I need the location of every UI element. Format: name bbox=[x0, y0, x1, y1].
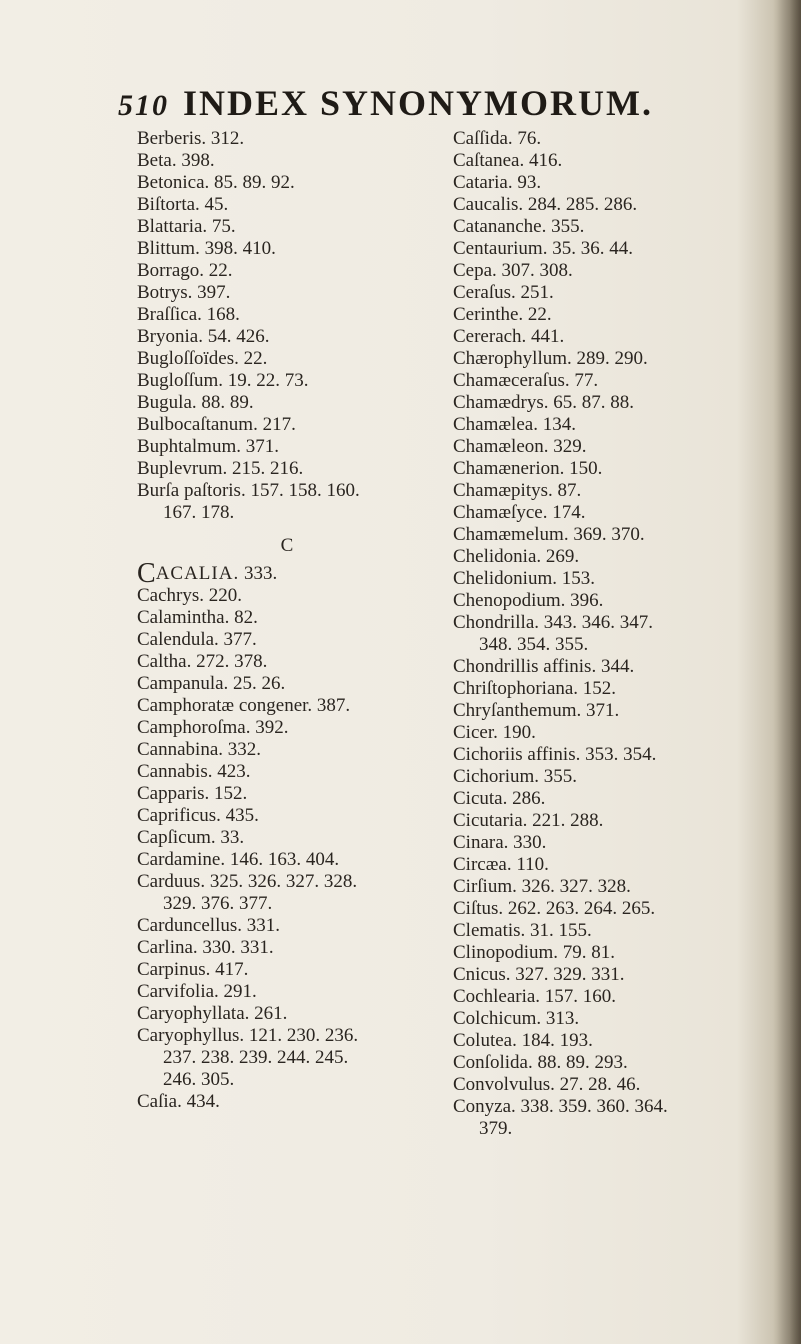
index-entry: Botrys. 397. bbox=[137, 282, 231, 303]
index-entry: Chryſanthemum. 371. bbox=[453, 700, 620, 721]
index-entry: Chamædrys. 65. 87. 88. bbox=[453, 392, 635, 413]
index-entry: Cnicus. 327. 329. 331. bbox=[453, 964, 625, 985]
index-entry: Chamæpitys. 87. bbox=[453, 480, 582, 501]
first-entry-word: ACALIA. bbox=[155, 563, 240, 584]
index-entry: Caryophyllata. 261. bbox=[137, 1003, 288, 1024]
index-entry: Cannabis. 423. bbox=[137, 761, 251, 782]
index-entry: Biſtorta. 45. bbox=[137, 194, 229, 215]
index-entry: Chamæmelum. 369. 370. bbox=[453, 524, 645, 545]
index-entry: Capparis. 152. bbox=[137, 783, 248, 804]
index-entry: Bugloſſum. 19. 22. 73. bbox=[137, 370, 309, 391]
index-entry: Campanula. 25. 26. bbox=[137, 673, 286, 694]
index-entry: Cerinthe. 22. bbox=[453, 304, 552, 325]
index-entry: Bugloſſoïdes. 22. bbox=[137, 348, 268, 369]
index-entry: Buplevrum. 215. 216. bbox=[137, 458, 304, 479]
index-entry: Caſtanea. 416. bbox=[453, 150, 563, 171]
page-header bbox=[118, 82, 653, 124]
index-entry: Carduncellus. 331. bbox=[137, 915, 281, 936]
index-entry: Cochlearia. 157. 160. bbox=[453, 986, 617, 1007]
index-entry: Buphtalmum. 371. bbox=[137, 436, 279, 457]
index-entry: Beta. 398. bbox=[137, 150, 215, 171]
index-entry: Bugula. 88. 89. bbox=[137, 392, 254, 413]
index-entry: Burſa paſtoris. 157. 158. 160. bbox=[137, 480, 360, 501]
page-number: 510 bbox=[118, 89, 169, 122]
index-entry: Chamæceraſus. 77. bbox=[453, 370, 599, 391]
index-entry: Carduus. 325. 326. 327. 328. bbox=[137, 871, 358, 892]
index-entry: Caprificus. 435. bbox=[137, 805, 259, 826]
index-entry: Chamæſyce. 174. bbox=[453, 502, 586, 523]
index-entry: Camphoratæ congener. 387. bbox=[137, 695, 351, 716]
index-entry: Ceraſus. 251. bbox=[453, 282, 554, 303]
index-entry: Borrago. 22. bbox=[137, 260, 233, 281]
index-entry: Carlina. 330. 331. bbox=[137, 937, 274, 958]
first-entry-page: 333. bbox=[243, 563, 278, 584]
index-entry: Caryophyllus. 121. 230. 236. bbox=[137, 1025, 359, 1046]
index-entry: Braſſica. 168. bbox=[137, 304, 240, 325]
right-column-entries bbox=[453, 128, 798, 1140]
index-entry: Chamæleon. 329. bbox=[453, 436, 587, 457]
index-entry: Circæa. 110. bbox=[453, 854, 549, 875]
index-entry: Caucalis. 284. 285. 286. bbox=[453, 194, 638, 215]
index-entry: Cardamine. 146. 163. 404. bbox=[137, 849, 340, 870]
index-entry: Cannabina. 332. bbox=[137, 739, 262, 760]
index-entry-continuation: 167. 178. bbox=[163, 502, 235, 523]
index-entry: Cachrys. 220. bbox=[137, 585, 243, 606]
index-entry-continuation: 246. 305. bbox=[163, 1069, 235, 1090]
index-entry: Capſicum. 33. bbox=[137, 827, 245, 848]
index-entry: Conſolida. 88. 89. 293. bbox=[453, 1052, 628, 1073]
index-entry: Carpinus. 417. bbox=[137, 959, 249, 980]
index-entry: Chelidonium. 153. bbox=[453, 568, 595, 589]
index-entry: Cicutaria. 221. 288. bbox=[453, 810, 604, 831]
index-entry: Calamintha. 82. bbox=[137, 607, 258, 628]
index-entry: Chærophyllum. 289. 290. bbox=[453, 348, 648, 369]
index-entry: Cichorium. 355. bbox=[453, 766, 578, 787]
left-column-c-entries bbox=[137, 585, 437, 1113]
left-column bbox=[137, 128, 437, 1113]
index-entry: Ciſtus. 262. 263. 264. 265. bbox=[453, 898, 656, 919]
index-entry-continuation: 379. bbox=[479, 1118, 513, 1139]
index-entry: Calendula. 377. bbox=[137, 629, 257, 650]
index-entry: Cirſium. 326. 327. 328. bbox=[453, 876, 631, 897]
index-entry: Cepa. 307. 308. bbox=[453, 260, 573, 281]
index-entry: Blattaria. 75. bbox=[137, 216, 236, 237]
index-entry: Conyza. 338. 359. 360. 364. bbox=[453, 1096, 668, 1117]
index-entry-continuation: 237. 238. 239. 244. 245. bbox=[163, 1047, 349, 1068]
index-entry: Cinara. 330. bbox=[453, 832, 547, 853]
index-entry: Bulbocaſtanum. 217. bbox=[137, 414, 296, 435]
index-entry: Chriſtophoriana. 152. bbox=[453, 678, 617, 699]
index-entry-continuation: 348. 354. 355. bbox=[479, 634, 589, 655]
index-entry: Carvifolia. 291. bbox=[137, 981, 257, 1002]
left-column-b-entries bbox=[137, 128, 437, 524]
index-entry: Clematis. 31. 155. bbox=[453, 920, 592, 941]
index-entry: Clinopodium. 79. 81. bbox=[453, 942, 616, 963]
index-entry: Chamælea. 134. bbox=[453, 414, 576, 435]
drop-initial: C bbox=[137, 558, 156, 589]
index-entry: Catananche. 355. bbox=[453, 216, 585, 237]
index-entry: Colchicum. 313. bbox=[453, 1008, 580, 1029]
right-column bbox=[453, 128, 798, 1140]
index-entry-continuation: 329. 376. 377. bbox=[163, 893, 273, 914]
index-entry: Cichoriis affinis. 353. 354. bbox=[453, 744, 657, 765]
index-entry: Convolvulus. 27. 28. 46. bbox=[453, 1074, 641, 1095]
section-first-entry bbox=[137, 558, 437, 589]
index-entry: Cicer. 190. bbox=[453, 722, 536, 743]
index-entry: Chondrilla. 343. 346. 347. bbox=[453, 612, 654, 633]
index-entry: Chondrillis affinis. 344. bbox=[453, 656, 635, 677]
page-title: INDEX SYNONYMORUM. bbox=[183, 83, 653, 123]
index-entry: Chelidonia. 269. bbox=[453, 546, 580, 567]
index-entry: Cererach. 441. bbox=[453, 326, 565, 347]
index-entry: Bryonia. 54. 426. bbox=[137, 326, 270, 347]
index-entry: Betonica. 85. 89. 92. bbox=[137, 172, 295, 193]
index-entry: Centaurium. 35. 36. 44. bbox=[453, 238, 633, 259]
index-entry: Chamænerion. 150. bbox=[453, 458, 603, 479]
index-entry: Caltha. 272. 378. bbox=[137, 651, 268, 672]
index-entry: Blittum. 398. 410. bbox=[137, 238, 276, 259]
index-entry: Caſia. 434. bbox=[137, 1091, 220, 1112]
index-entry: Caſſida. 76. bbox=[453, 128, 542, 149]
index-entry: Colutea. 184. 193. bbox=[453, 1030, 593, 1051]
index-entry: Cataria. 93. bbox=[453, 172, 542, 193]
index-entry: Camphoroſma. 392. bbox=[137, 717, 289, 738]
index-entry: Chenopodium. 396. bbox=[453, 590, 604, 611]
section-letter: C bbox=[280, 535, 294, 556]
index-entry: Cicuta. 286. bbox=[453, 788, 546, 809]
index-entry: Berberis. 312. bbox=[137, 128, 245, 149]
